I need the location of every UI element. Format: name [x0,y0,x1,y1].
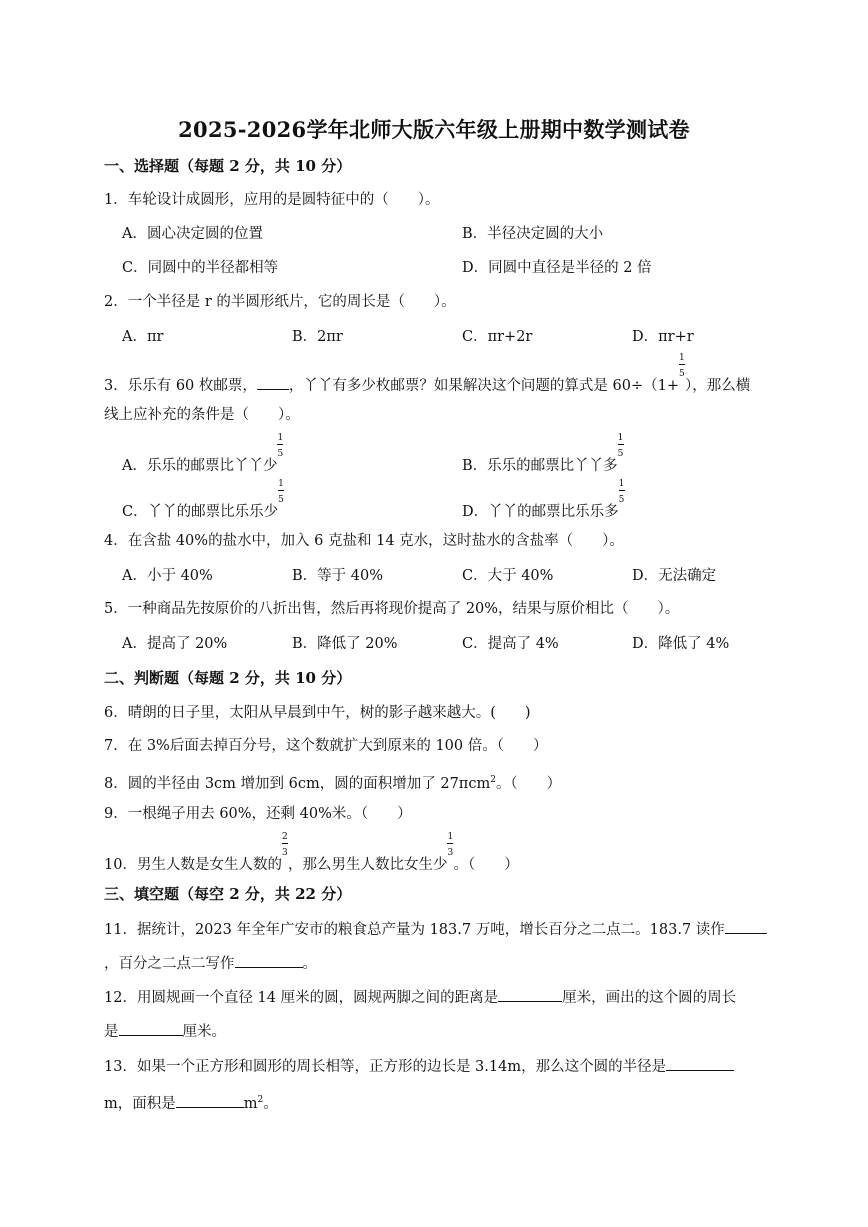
fraction-bar [447,843,453,844]
q12-text-3: 是 [104,1024,119,1040]
q5-option-d: D．降低了 4% [632,636,730,652]
question-8 [104,769,561,795]
question-11-line2 [104,952,317,975]
q3-option-d-text: D．丫丫的邮票比乐乐多 [462,504,619,520]
fraction-denominator: 5 [679,369,685,379]
q3-answer-blank [257,374,289,390]
fraction-bar [278,490,284,491]
q1-option-b: B．半径决定圆的大小 [462,226,604,242]
question-12 [104,986,736,1009]
fraction-denominator: 5 [278,495,284,505]
question-5: 5．一种商品先按原价的八折出售，然后再将现价提高了 20%，结果与原价相比（ ）。 [104,601,680,617]
q2-option-a: A．πr [122,329,164,345]
question-11 [104,918,767,941]
question-1: 1．车轮设计成圆形，应用的是圆特征中的（ ）。 [104,192,440,208]
q3-stem-part3: ），那么横 [685,378,751,394]
q11-text: 11．据统计，2023 年全年广安市的粮食总产量为 183.7 万吨，增长百分之二点二。183.7 读作 [104,922,725,938]
question-3 [104,353,751,397]
q11-blank-2 [235,952,303,968]
q12-text: 12．用圆规画一个直径 14 厘米的圆，圆规两脚之间的距离是 [104,990,499,1006]
fraction-bar [282,843,288,844]
q3-option-c [122,479,284,523]
section-heading-judge: 二、判断题（每题 2 分，共 10 分） [104,669,352,687]
question-4: 4．在含盐 40%的盐水中，加入 6 克盐和 14 克水，这时盐水的含盐率（ ）。 [104,533,624,549]
question-3-line2: 线上应补充的条件是（ ）。 [104,407,300,423]
q10-fraction-2 [447,832,454,869]
fraction-numerator: 1 [447,832,454,842]
q5-option-a: A．提高了 20% [122,636,228,652]
question-7: 7．在 3%后面去掉百分号，这个数就扩大到原来的 100 倍。（ ） [104,738,548,754]
q10-text-3: 。（ ） [453,857,519,873]
fraction-denominator: 5 [618,495,625,505]
q3c-fraction [278,479,284,516]
fraction-bar [618,444,624,445]
q11-blank-1 [725,918,767,934]
q3-fraction [679,353,685,390]
q4-option-c: C．大于 40% [462,568,554,584]
question-13-line2 [104,1089,278,1115]
q13-blank-2 [176,1092,244,1108]
fraction-denominator: 3 [281,848,288,858]
fraction-bar [277,444,283,445]
q8-tail: 。（ ） [495,775,562,792]
q3-option-b [462,433,624,477]
question-10 [104,832,519,876]
q5-option-b: B．降低了 20% [292,636,398,652]
q10-text-1: 10．男生人数是女生人数的 [104,857,282,873]
fraction-numerator: 1 [679,353,685,363]
q12-blank-1 [498,986,562,1002]
section-heading-choice: 一、选择题（每题 2 分，共 10 分） [104,157,352,175]
fraction-numerator: 2 [281,832,288,842]
q3b-fraction [617,433,624,470]
q8-superscript: 2 [490,775,496,785]
q13-text-2: m，面积是 [104,1095,176,1112]
fraction-numerator: 1 [278,479,284,489]
q11-text-2: ，百分之二点二写作 [104,956,235,972]
fraction-bar [679,364,685,365]
q12-blank-2 [119,1020,183,1036]
q3-stem-part1: 3．乐乐有 60 枚邮票， [104,378,257,394]
question-6: 6．晴朗的日子里，太阳从早晨到中午，树的影子越来越大。( ) [104,705,531,721]
q13-blank-1 [666,1055,734,1071]
q13-tail: 。 [263,1095,278,1112]
fraction-numerator: 1 [277,433,284,443]
fraction-numerator: 1 [618,479,625,489]
q4-option-b: B．等于 40% [292,568,383,584]
fraction-denominator: 5 [277,449,284,459]
q3-stem-part2: ，丫丫有多少枚邮票？如果解决这个问题的算式是 60÷（1+ [288,378,679,394]
q3-option-c-text: C．丫丫的邮票比乐乐少 [122,504,279,520]
q3a-fraction [277,433,284,470]
q4-option-d: D．无法确定 [632,568,717,584]
q3-option-a [122,433,284,477]
question-12-line2 [104,1020,226,1043]
q13-text: 13．如果一个正方形和圆形的周长相等，正方形的边长是 3.14m，那么这个圆的半径是 [104,1059,667,1075]
fraction-numerator: 1 [617,433,624,443]
q10-fraction-1 [281,832,288,869]
q4-option-a: A．小于 40% [122,568,213,584]
q13-unit: m [243,1095,258,1112]
question-2: 2．一个半径是 r 的半圆形纸片，它的周长是（ ）。 [104,294,456,310]
q12-tail: 厘米。 [182,1024,226,1040]
q10-text-2: ，那么男生人数比女生少 [287,857,448,873]
q13-superscript: 2 [257,1095,264,1105]
page-title: 2025-2026学年北师大版六年级上册期中数学测试卷 [178,117,690,142]
q3-option-d [462,479,625,523]
q1-option-c: C．同圆中的半径都相等 [122,260,279,276]
section-heading-fill: 三、填空题（每空 2 分，共 22 分） [104,885,352,903]
q1-option-d: D．同圆中直径是半径的 2 倍 [462,260,652,276]
q12-text-2: 厘米，画出的这个圆的周长 [562,990,737,1006]
question-13 [104,1055,734,1078]
q3-option-a-text: A．乐乐的邮票比丫丫少 [122,458,278,474]
q2-option-c: C．πr+2r [462,329,533,345]
q2-option-b: B．2πr [292,329,343,345]
fraction-bar [619,490,625,491]
q2-option-d: D．πr+r [632,329,694,345]
fraction-denominator: 5 [617,449,624,459]
q5-option-c: C．提高了 4% [462,636,559,652]
q3-option-b-text: B．乐乐的邮票比丫丫多 [462,458,618,474]
q3d-fraction [618,479,625,516]
fraction-denominator: 3 [447,848,454,858]
question-9: 9．一根绳子用去 60%，还剩 40%米。（ ） [104,806,412,822]
q1-option-a: A．圆心决定圆的位置 [122,226,263,242]
q8-text: 8．圆的半径由 3cm 增加到 6cm，圆的面积增加了 27πcm [104,775,491,792]
q11-tail: 。 [302,956,317,972]
